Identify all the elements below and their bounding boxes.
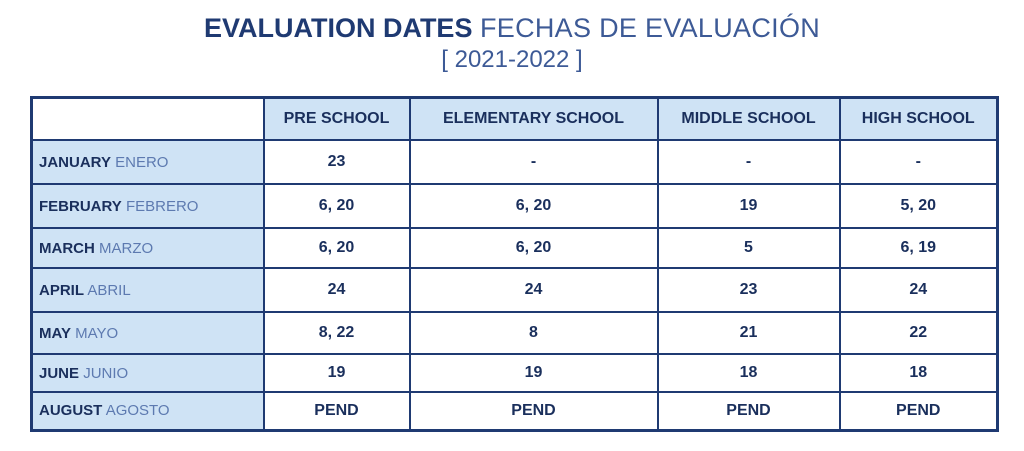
month-english: JANUARY bbox=[39, 153, 111, 171]
table-cell: 24 bbox=[410, 268, 658, 312]
month-spanish: FEBRERO bbox=[125, 197, 199, 215]
month-spanish: JUNIO bbox=[83, 364, 129, 382]
table-cell: 6, 20 bbox=[264, 184, 410, 228]
table-cell: 21 bbox=[658, 312, 840, 354]
table-cell: 6, 20 bbox=[410, 228, 658, 268]
month-english: MAY bbox=[39, 324, 71, 342]
table-cell: 5, 20 bbox=[840, 184, 998, 228]
column-header-high-school: HIGH SCHOOL bbox=[840, 98, 998, 141]
title-english: EVALUATION DATES bbox=[203, 13, 473, 43]
page-title bbox=[0, 12, 1024, 44]
month-english: MARCH bbox=[39, 239, 95, 257]
table-row bbox=[32, 228, 998, 268]
table-cell: 18 bbox=[658, 354, 840, 392]
table-cell: 5 bbox=[658, 228, 840, 268]
table-cell: 19 bbox=[410, 354, 658, 392]
table-header-row bbox=[32, 98, 998, 141]
table-cell: 19 bbox=[658, 184, 840, 228]
month-spanish: ENERO bbox=[115, 153, 169, 171]
table-cell: 19 bbox=[264, 354, 410, 392]
table-cell: - bbox=[410, 140, 658, 184]
column-header-middle-school: MIDDLE SCHOOL bbox=[658, 98, 840, 141]
table-row bbox=[32, 312, 998, 354]
column-header-elementary-school: ELEMENTARY SCHOOL bbox=[410, 98, 658, 141]
title-spanish: FECHAS DE EVALUACIÓN bbox=[479, 13, 821, 43]
row-header-month bbox=[32, 184, 264, 228]
column-header-pre-school: PRE SCHOOL bbox=[264, 98, 410, 141]
table-cell: 8, 22 bbox=[264, 312, 410, 354]
table-row bbox=[32, 268, 998, 312]
table-cell: 18 bbox=[840, 354, 998, 392]
table-cell: 6, 19 bbox=[840, 228, 998, 268]
table-row bbox=[32, 140, 998, 184]
month-english: APRIL bbox=[39, 281, 84, 299]
table-cell: 24 bbox=[840, 268, 998, 312]
row-header-month bbox=[32, 392, 264, 430]
evaluation-dates-table bbox=[30, 96, 999, 432]
table-cell: 23 bbox=[264, 140, 410, 184]
table-cell: PEND bbox=[658, 392, 840, 430]
table-cell: - bbox=[658, 140, 840, 184]
row-header-month bbox=[32, 312, 264, 354]
month-spanish: MAYO bbox=[75, 324, 119, 342]
table-cell: PEND bbox=[410, 392, 658, 430]
table-cell: PEND bbox=[840, 392, 998, 430]
table-row bbox=[32, 392, 998, 430]
row-header-month bbox=[32, 354, 264, 392]
table-cell: 6, 20 bbox=[264, 228, 410, 268]
table-cell: - bbox=[840, 140, 998, 184]
month-spanish: AGOSTO bbox=[105, 402, 170, 420]
table-row bbox=[32, 184, 998, 228]
row-header-month bbox=[32, 228, 264, 268]
month-spanish: ABRIL bbox=[87, 281, 131, 299]
table-cell: 23 bbox=[658, 268, 840, 312]
row-header-month bbox=[32, 140, 264, 184]
month-english: JUNE bbox=[39, 364, 80, 382]
table-cell: 24 bbox=[264, 268, 410, 312]
table-cell: PEND bbox=[264, 392, 410, 430]
school-year: [ 2021-2022 ] bbox=[441, 46, 583, 73]
corner-cell bbox=[32, 98, 264, 141]
month-english: FEBRUARY bbox=[39, 197, 122, 215]
row-header-month bbox=[32, 268, 264, 312]
month-english: AUGUST bbox=[39, 402, 103, 420]
month-spanish: MARZO bbox=[99, 239, 154, 257]
table-cell: 8 bbox=[410, 312, 658, 354]
table-row bbox=[32, 354, 998, 392]
table-cell: 6, 20 bbox=[410, 184, 658, 228]
table-cell: 22 bbox=[840, 312, 998, 354]
